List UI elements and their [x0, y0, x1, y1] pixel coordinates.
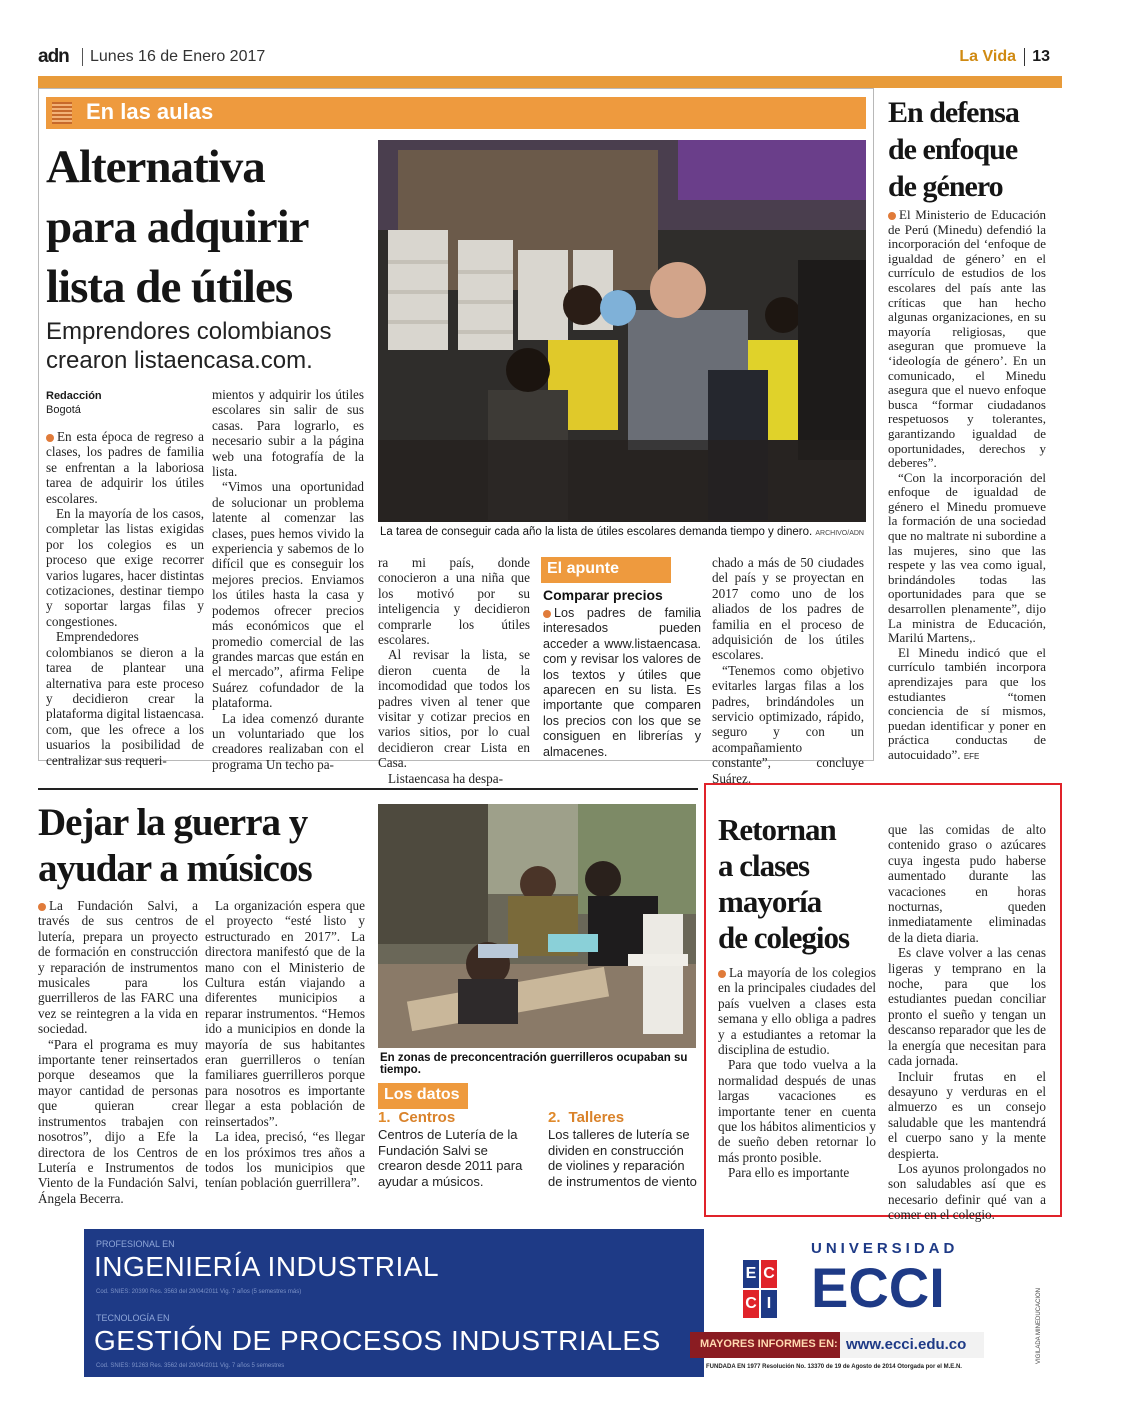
bullet-dot-icon	[888, 212, 896, 220]
paragraph: En esta época de regreso a clases, los padres de familia se enfrentan a la laboriosa tarea de adquirir los útiles escolares.	[46, 429, 204, 506]
luthiers-image	[378, 804, 696, 1048]
paragraph: “Vimos una oportunidad de solucionar un problema latente al comenzar las clases, pues hemos vivido la experiencia y sabemos de lo difícil que es conseguir los mejores precios. Enviamos los útiles hasta la casa y podemos ofrecer precios más económicos que el promedio comercial de las grandes marcas que están en el mercado”, afirma Felipe Suárez cofundador de la plataforma.	[212, 479, 364, 711]
paragraph: Emprendedores colombianos se dieron a la tarea de plantear una alternativa para este proceso y decidieron crear la plataforma digital listaencasa. com, que les ofrece a los usuarios la posibilidad de centralizar sus requeri-	[46, 629, 204, 768]
title-line: lista de útiles	[46, 261, 293, 313]
vigilada-label: VIGILADA MINEDUCACIÓN	[1036, 1287, 1042, 1364]
header-divider	[82, 48, 83, 66]
datos-label: Los datos	[378, 1083, 468, 1109]
paragraph: Listaencasa ha despa-	[388, 770, 503, 786]
paragraph: Para que todo vuelva a la normalidad después de unas largas vacaciones es importante tener en cuenta que los hábitos alimenticios y de sueño deben retornar lo más pronto posible.	[718, 1057, 876, 1165]
title-line: de género	[888, 170, 1003, 203]
caption-text: La tarea de conseguir cada año la lista de útiles escolares demanda tiempo y dinero.	[380, 526, 813, 538]
university-name: ECCI	[811, 1256, 945, 1319]
logo-letter: E	[743, 1260, 759, 1288]
title-line: Alternativa	[46, 141, 265, 193]
sidebar-article-title	[888, 94, 1056, 205]
paragraph: mientos y adquirir los útiles escolares sin salir de sus casas. Para lograrlo, es necesario subir a la página web una fotografía de la lista.	[212, 387, 364, 480]
paragraph: La organización espera que el proyecto “esté listo y estructurado en 2017”. La directora manifestó que de la mano con el Ministerio de Cultura están viajando a diferentes municipios a reparar instrumentos. “Hemos ido a municipios en donde la mayoría de sus habitantes eran guerrilleros o tenían familiares guerrilleros porque para nosotros es importante llegar a esta población de reinsertados”.	[205, 898, 365, 1129]
dato-number: 1.	[378, 1109, 391, 1126]
paragraph: Incluir frutas en el desayuno y verduras en el almuerzo es un consejo saludable que les mantendrá el cuerpo sano y la mente despierta.	[888, 1068, 1046, 1161]
byline-location: Bogotá	[46, 404, 81, 416]
article-column	[46, 429, 204, 768]
kicker-label: En las aulas	[86, 99, 214, 124]
website-link[interactable]: www.ecci.edu.co	[840, 1332, 984, 1358]
paragraph: Los ayunos prolongados no son saludables así que es necesario definir qué van a comer en el colegio.	[888, 1160, 1046, 1223]
paragraph: chado a más de 50 ciudades del país y se proyectan en 2017 como uno de los aliados de los padres de familia en el proceso de adquisición de los útiles escolares.	[712, 555, 864, 663]
paragraph: “Para el programa es muy importante tener reinsertados porque deseamos que la mayor cantidad de personas que quieran crear instrumentos trabajen con nosotros”, dijo a Efe la directora de los Centros de Lutería e Instrumentos de Viento de la Fundación Salvi, Ángela Becerra.	[38, 1036, 198, 1206]
bullet-dot-icon	[46, 434, 54, 442]
paragraph: Al revisar la lista, se dieron cuenta de la incomodidad que todos los padres viven al tener que visitar y cotizar precios en varios sitios, por lo cual decidieron crear Lista en Casa.	[378, 647, 530, 771]
dato-text: Los talleres de lutería se dividen en construcción de violines y reparación de instrumentos de viento	[548, 1127, 697, 1189]
article-column	[712, 555, 864, 786]
ad-programs-panel	[84, 1229, 704, 1377]
article-column	[888, 822, 1046, 1223]
apunte-label: El apunte	[541, 557, 671, 583]
dato-title: Talleres	[568, 1109, 625, 1126]
paragraph: El Ministerio de Educación de Perú (Minedu) defendió la incorporación del ‘enfoque de igualdad de género’ en el currículo de estudios de los escolares del país ante las críticas que han hecho algunas organizaciones, en su mayoría religiosas, que aseguran que promueve la ‘ideología de género’. En un comunicado, el Minedu asegura que el nuevo enfoque busca “formar ciudadanos respetuosos y tolerantes, garantizando igualdad de oportunidades, derechos y deberes”.	[888, 207, 1046, 471]
adn-logo: adn	[38, 46, 69, 67]
dato-item	[378, 1109, 528, 1189]
title-line: Retornan	[718, 812, 836, 847]
article-column	[38, 898, 198, 1206]
ecci-advertisement[interactable]	[38, 1224, 1062, 1384]
article-dek	[46, 317, 376, 375]
workshop-photo	[378, 804, 696, 1048]
rule	[38, 788, 698, 790]
shoppers-image	[378, 140, 866, 522]
kicker-banner	[46, 97, 866, 129]
photo-caption	[380, 526, 866, 538]
ad-fineprint: Cod. SNIES: 20390 Res. 3563 del 29/04/2011 Vig. 7 años (5 semestres más)	[96, 1289, 302, 1295]
bullet-dot-icon	[718, 970, 726, 978]
ecci-logo	[743, 1230, 1005, 1320]
paragraph: El Minedu indicó que el currículo también incorpora aprendizajes para que los estudiantes “tomen conciencia de sí mismos, puedan identificar y poner en práctica conductas de autocuidado”.	[888, 644, 1046, 762]
logo-blocks-icon	[743, 1260, 777, 1320]
paragraph: “Tenemos como objetivo evitarles largas filas a los padres, brindándoles un servicio optimizado, rápido, seguro y con un acompañamiento constante”, concluye Suárez.	[712, 662, 864, 786]
university-label: UNIVERSIDAD	[811, 1240, 959, 1257]
article-title	[38, 800, 368, 892]
paragraph: Para ello es importante	[728, 1165, 850, 1181]
title-line: mayoría	[718, 884, 822, 919]
logo-letter: C	[743, 1290, 759, 1318]
dato-number: 2.	[548, 1109, 561, 1126]
dato-item	[548, 1109, 700, 1189]
ad-label: PROFESIONAL EN	[96, 1239, 175, 1249]
dato-title: Centros	[398, 1109, 456, 1126]
info-label: MAYORES INFORMES EN:	[700, 1338, 838, 1350]
paragraph: En la mayoría de los casos, completar las listas exigidas por los colegios es un proceso que exige recorrer varios lugares, hacer distintas cotizaciones, destinar tiempo y soportar largas filas y congestiones.	[46, 506, 204, 629]
photo-caption: En zonas de preconcentración guerrilleros ocupaban su tiempo.	[380, 1052, 688, 1076]
article-column	[718, 965, 876, 1190]
section-name: La Vida	[959, 48, 1016, 65]
bullet-dot-icon	[38, 903, 46, 911]
bullet-dot-icon	[543, 610, 551, 618]
founded-note: FUNDADA EN 1977 Resolución No. 13370 de 19 de Agosto de 2014 Otorgada por el M.E.N.	[706, 1364, 962, 1370]
paragraph: La Fundación Salvi, a través de sus centros de lutería, prepara un proyecto de formación en construcción y reparación de instrumentos musicales para los guerrilleros de las FARC una vez se reintegren a la vida en sociedad.	[38, 898, 198, 1037]
info-bar[interactable]	[690, 1332, 984, 1358]
kicker-stripe-icon	[52, 102, 72, 124]
logo-letter: C	[761, 1260, 777, 1288]
dek-line: Emprendores colombianos	[46, 318, 332, 345]
paragraph: ra mi país, donde conocieron a una niña que los motivó por su inteligencia y decidieron comprarle los útiles escolares.	[378, 555, 530, 648]
issue-date: Lunes 16 de Enero 2017	[90, 48, 266, 65]
paragraph: que las comidas de alto contenido graso o azúcares cuya ingesta pudo haberse aumentado durante las vacaciones en horas nocturnas, queden inmediatamente eliminadas de la dieta diaria.	[888, 822, 1046, 945]
ad-fineprint: Cod. SNIES: 91263 Res. 3562 del 29/04/2011 Vig. 7 años 5 semestres	[96, 1363, 285, 1369]
article-title	[718, 812, 878, 956]
apunte-title: Comparar precios	[543, 587, 663, 603]
title-line: Dejar la guerra y	[38, 801, 308, 844]
dato-text: Centros de Lutería de la Fundación Salvi se crearon desde 2011 para ayudar a músicos.	[378, 1127, 523, 1189]
dek-line: crearon listaencasa.com.	[46, 347, 313, 374]
title-line: ayudar a músicos	[38, 847, 312, 890]
program-name: GESTIÓN DE PROCESOS INDUSTRIALES	[94, 1325, 661, 1356]
byline	[46, 389, 206, 417]
page-number: 13	[1024, 48, 1050, 66]
paragraph: Es clave volver a las cenas ligeras y temprano en la noche, para que los estudiantes puedan conciliar pronto el sueño y tengan un descanso reparador que les de la energía que necesitan para cada jornada.	[888, 945, 1046, 1069]
title-line: de enfoque	[888, 133, 1018, 166]
title-line: En defensa	[888, 96, 1019, 129]
byline-author: Redacción	[46, 390, 102, 402]
photo-credit: ARCHIVO/ADN	[815, 530, 864, 537]
section-bar	[38, 76, 1062, 88]
paragraph: La idea, precisó, “es llegar en los próximos tres años a todos los municipios que tenían población guerrillera”.	[205, 1129, 365, 1191]
program-name: INGENIERÍA INDUSTRIAL	[94, 1251, 440, 1282]
sidebar-article-body	[888, 208, 1046, 763]
ad-label: TECNOLOGÍA EN	[96, 1313, 170, 1323]
store-photo	[378, 140, 866, 522]
title-line: para adquirir	[46, 201, 309, 253]
paragraph: “Con la incorporación del enfoque de igualdad de género el Minedu promueve la formación de una sociedad que no maltrate ni subordine a las mujeres, sino que las respete y las vea como igual, brindándoles todas las oportunidades para que se desarrollen plenamente”, dijo La ministra de Educación, Marilú Martens,.	[888, 469, 1046, 646]
apunte-body	[543, 606, 701, 759]
source-tag: EFE	[963, 751, 980, 761]
title-line: a clases	[718, 848, 810, 883]
paragraph: La mayoría de los colegios en la principales ciudades del país vuelven a clases esta semana y ello obliga a padres y a estudiantes a retomar la disciplina de estudio.	[718, 965, 876, 1058]
article-title	[46, 137, 376, 317]
article-column	[205, 898, 365, 1198]
title-line: de colegios	[718, 920, 850, 955]
article-column	[378, 555, 530, 786]
paragraph: Los padres de familia interesados pueden acceder a www.listaencasa. com y revisar los valores de los textos y útiles que aparecen en su lista. Es importante que comparen los precios con los que se consiguen en librerías y almacenes.	[543, 606, 701, 759]
logo-letter: I	[761, 1290, 777, 1318]
article-column	[212, 387, 364, 772]
paragraph: La idea comenzó durante un voluntariado que los creadores realizaban con el programa Un techo pa-	[212, 710, 364, 772]
page-header	[38, 44, 1054, 72]
